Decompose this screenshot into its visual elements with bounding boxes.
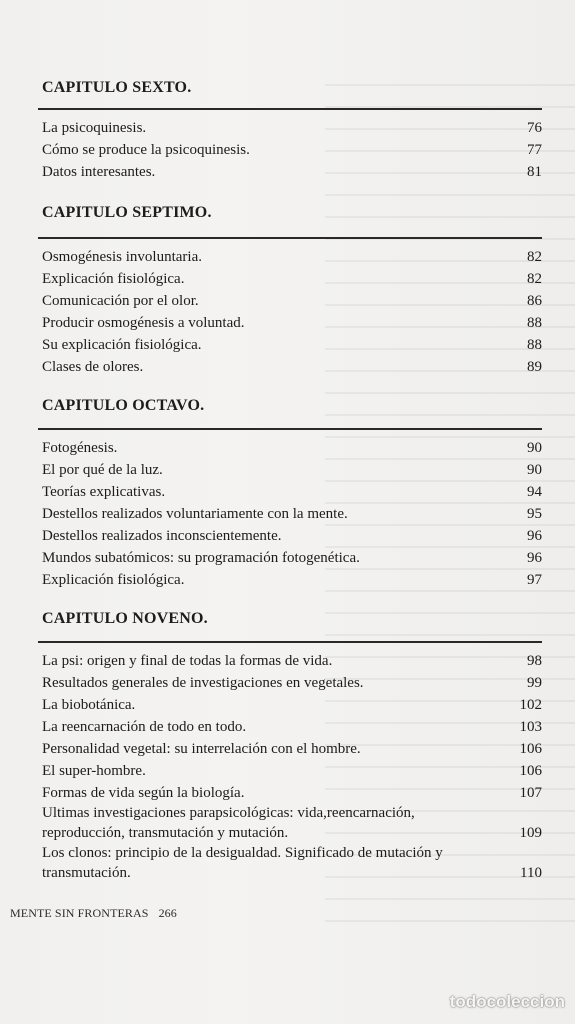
toc-entry xyxy=(38,116,542,138)
toc-entry xyxy=(38,843,542,883)
toc-entry xyxy=(38,311,542,333)
entry-page: 90 xyxy=(527,462,542,478)
entry-page: 107 xyxy=(519,785,542,801)
chapter-heading: CAPITULO SEPTIMO. xyxy=(42,204,212,221)
chapter-heading: CAPITULO NOVENO. xyxy=(42,610,208,627)
entry-page: 89 xyxy=(527,359,542,375)
divider-rule xyxy=(38,108,542,110)
toc-entry xyxy=(38,458,542,480)
entry-title: El por qué de la luz. xyxy=(42,462,163,478)
entry-page: 103 xyxy=(519,719,542,735)
entry-page: 88 xyxy=(527,315,542,331)
entry-page: 110 xyxy=(520,865,542,881)
toc-entries xyxy=(38,116,542,182)
toc-entry xyxy=(38,524,542,546)
toc-entries xyxy=(38,436,542,590)
entry-page: 90 xyxy=(527,440,542,456)
toc-entry xyxy=(38,671,542,693)
toc-entry xyxy=(38,333,542,355)
toc-entry xyxy=(38,355,542,377)
footer-book-title: MENTE SIN FRONTERAS xyxy=(10,906,149,920)
footer-page-number: 266 xyxy=(158,906,177,920)
entry-page: 77 xyxy=(527,142,542,158)
entry-page: 97 xyxy=(527,572,542,588)
entry-page: 102 xyxy=(519,697,542,713)
chapter-section-eighth xyxy=(38,396,542,590)
toc-entry xyxy=(38,245,542,267)
divider-rule xyxy=(38,237,542,239)
entry-title: La psi: origen y final de todas la formas de vida. xyxy=(42,653,333,669)
entry-page: 82 xyxy=(527,249,542,265)
entry-page: 95 xyxy=(527,506,542,522)
toc-entries xyxy=(38,245,542,377)
entry-title: Destellos realizados inconscientemente. xyxy=(42,528,282,544)
entry-title: La psicoquinesis. xyxy=(42,120,147,136)
watermark: todocoleccion xyxy=(449,992,565,1011)
toc-entry xyxy=(38,759,542,781)
chapter-heading: CAPITULO SEXTO. xyxy=(42,79,192,96)
entry-page: 109 xyxy=(519,825,542,841)
divider-rule xyxy=(38,428,542,430)
entry-page: 99 xyxy=(527,675,542,691)
toc-entry xyxy=(38,289,542,311)
entry-title: Los clonos: principio de la desigualdad. Significado de mutación y transmutación. xyxy=(42,845,443,881)
entry-title: Su explicación fisiológica. xyxy=(42,337,202,353)
toc-entry xyxy=(38,803,542,843)
toc-entry xyxy=(38,715,542,737)
entry-title: Explicación fisiológica. xyxy=(42,572,185,588)
entry-page: 94 xyxy=(527,484,542,500)
entry-title: Datos interesantes. xyxy=(42,164,156,180)
entry-page: 86 xyxy=(527,293,542,309)
chapter-section-seventh xyxy=(38,203,542,377)
toc-entry xyxy=(38,568,542,590)
entry-title: Teorías explicativas. xyxy=(42,484,166,500)
toc-entry xyxy=(38,138,542,160)
entry-title: Mundos subatómicos: su programación fotogenética. xyxy=(42,550,360,566)
chapter-section-sixth xyxy=(38,78,542,182)
toc-entry xyxy=(38,546,542,568)
toc-entry xyxy=(38,781,542,803)
entry-title: Personalidad vegetal: su interrelación con el hombre. xyxy=(42,741,361,757)
entry-title: La reencarnación de todo en todo. xyxy=(42,719,247,735)
entry-title: Clases de olores. xyxy=(42,359,144,375)
entry-title: Osmogénesis involuntaria. xyxy=(42,249,202,265)
toc-entry xyxy=(38,436,542,458)
entry-title: Ultimas investigaciones parapsicológicas: vida,reencarnación, reproducción, transmutación y mutación. xyxy=(42,805,415,841)
entry-page: 98 xyxy=(527,653,542,669)
entry-title: Producir osmogénesis a voluntad. xyxy=(42,315,245,331)
entry-title: Resultados generales de investigaciones en vegetales. xyxy=(42,675,364,691)
entry-page: 88 xyxy=(527,337,542,353)
page-footer xyxy=(10,906,177,921)
entry-title: Destellos realizados voluntariamente con la mente. xyxy=(42,506,348,522)
toc-entry xyxy=(38,693,542,715)
toc-entry xyxy=(38,649,542,671)
entry-title: Formas de vida según la biología. xyxy=(42,785,245,801)
entry-title: Comunicación por el olor. xyxy=(42,293,199,309)
toc-entries xyxy=(38,649,542,883)
entry-page: 96 xyxy=(527,528,542,544)
chapter-heading: CAPITULO OCTAVO. xyxy=(42,397,205,414)
divider-rule xyxy=(38,641,542,643)
chapter-section-ninth xyxy=(38,609,542,883)
entry-title: Explicación fisiológica. xyxy=(42,271,185,287)
toc-entry xyxy=(38,502,542,524)
entry-title: Fotogénesis. xyxy=(42,440,118,456)
entry-page: 96 xyxy=(527,550,542,566)
entry-title: El super-hombre. xyxy=(42,763,146,779)
entry-page: 106 xyxy=(519,741,542,757)
entry-page: 82 xyxy=(527,271,542,287)
toc-entry xyxy=(38,480,542,502)
toc-entry xyxy=(38,267,542,289)
entry-title: Cómo se produce la psicoquinesis. xyxy=(42,142,250,158)
entry-title: La biobotánica. xyxy=(42,697,136,713)
entry-page: 76 xyxy=(527,120,542,136)
entry-page: 106 xyxy=(519,763,542,779)
toc-entry xyxy=(38,737,542,759)
entry-page: 81 xyxy=(527,164,542,180)
toc-entry xyxy=(38,160,542,182)
